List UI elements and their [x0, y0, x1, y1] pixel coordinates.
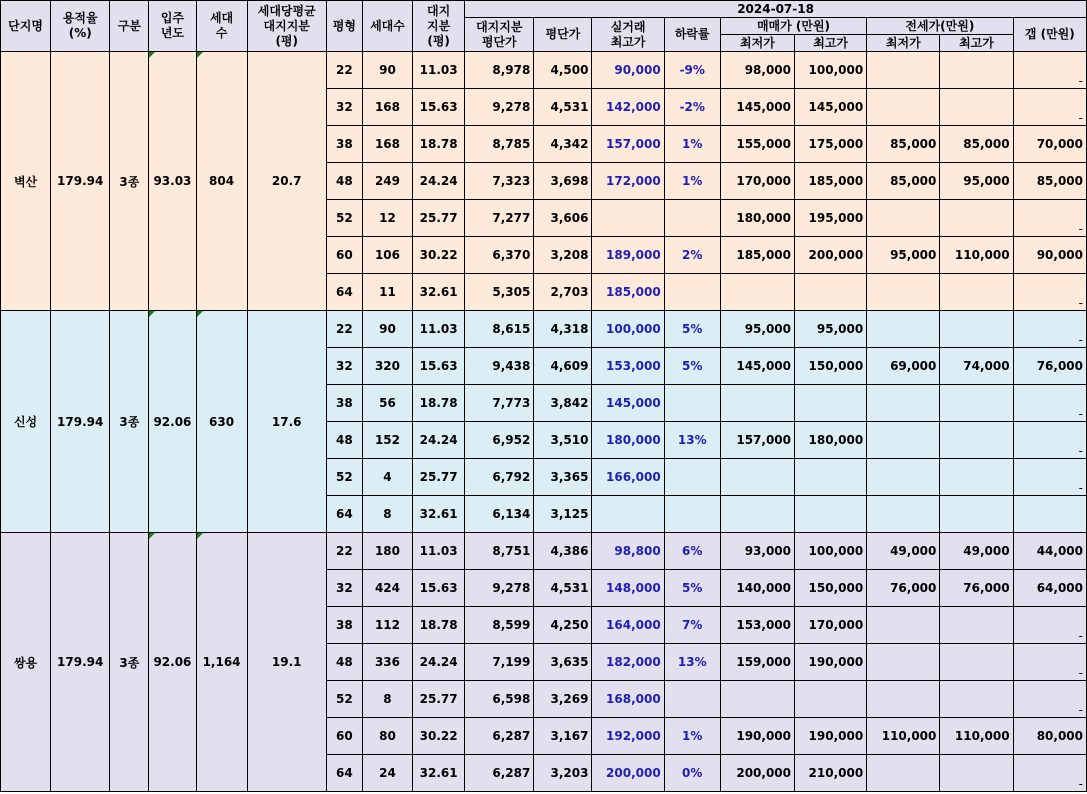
jeonse-min-cell	[867, 459, 940, 496]
land-price-cell: 5,305	[465, 274, 534, 311]
pyeong-price-cell: 4,318	[534, 311, 592, 348]
land-price-cell: 6,287	[465, 755, 534, 792]
drop-rate-cell: 13%	[664, 644, 720, 681]
jeonse-max-cell	[940, 496, 1013, 533]
drop-rate-cell: 1%	[664, 718, 720, 755]
land-share-cell: 18.78	[413, 385, 465, 422]
land-price-cell: 8,751	[465, 533, 534, 570]
unit-count-cell: 168	[362, 126, 412, 163]
jeonse-min-cell	[867, 385, 940, 422]
land-share-cell: 24.24	[413, 644, 465, 681]
max-trade-cell: 157,000	[592, 126, 664, 163]
jeonse-min-cell	[867, 496, 940, 533]
far-cell: 179.94	[51, 533, 110, 792]
land-share-cell: 30.22	[413, 237, 465, 274]
jeonse-max-cell	[940, 311, 1013, 348]
max-trade-cell	[592, 496, 664, 533]
land-share-cell: 15.63	[413, 89, 465, 126]
pyeong-price-cell: 3,208	[534, 237, 592, 274]
unit-count-cell: 80	[362, 718, 412, 755]
pyeong-price-cell: 4,386	[534, 533, 592, 570]
sale-min-cell: 200,000	[720, 755, 794, 792]
unit-count-cell: 12	[362, 200, 412, 237]
max-trade-cell	[592, 200, 664, 237]
jeonse-min-cell: 85,000	[867, 163, 940, 200]
drop-rate-cell: 1%	[664, 126, 720, 163]
jeonse-max-cell	[940, 459, 1013, 496]
jeonse-max-cell	[940, 200, 1013, 237]
jeonse-max-cell: 74,000	[940, 348, 1013, 385]
jeonse-min-cell	[867, 52, 940, 89]
size-cell: 60	[326, 718, 362, 755]
jeonse-max-cell	[940, 644, 1013, 681]
sale-min-cell: 180,000	[720, 200, 794, 237]
households-cell: 1,164	[196, 533, 247, 792]
col-max-trade: 실거래 최고가	[592, 18, 664, 52]
sale-min-cell	[720, 385, 794, 422]
gap-cell: -	[1013, 385, 1086, 422]
land-price-cell: 7,773	[465, 385, 534, 422]
year-cell: 93.03	[149, 52, 196, 311]
jeonse-min-cell: 76,000	[867, 570, 940, 607]
unit-count-cell: 8	[362, 496, 412, 533]
land-price-cell: 6,952	[465, 422, 534, 459]
size-cell: 22	[326, 311, 362, 348]
land-share-cell: 25.77	[413, 681, 465, 718]
size-cell: 52	[326, 200, 362, 237]
col-gap: 갭 (만원)	[1013, 18, 1086, 52]
jeonse-min-cell	[867, 274, 940, 311]
max-trade-cell: 192,000	[592, 718, 664, 755]
land-price-cell: 9,438	[465, 348, 534, 385]
sale-min-cell: 145,000	[720, 89, 794, 126]
gap-cell: 90,000	[1013, 237, 1086, 274]
land-share-cell: 11.03	[413, 533, 465, 570]
jeonse-max-cell	[940, 755, 1013, 792]
drop-rate-cell: 13%	[664, 422, 720, 459]
gap-cell: -	[1013, 755, 1086, 792]
sale-min-cell: 185,000	[720, 237, 794, 274]
pyeong-price-cell: 3,269	[534, 681, 592, 718]
sale-max-cell	[795, 459, 867, 496]
table-row	[1, 533, 1087, 570]
sale-max-cell: 185,000	[795, 163, 867, 200]
sale-min-cell: 93,000	[720, 533, 794, 570]
drop-rate-cell	[664, 459, 720, 496]
max-trade-cell: 145,000	[592, 385, 664, 422]
sale-min-cell: 95,000	[720, 311, 794, 348]
gap-cell: -	[1013, 644, 1086, 681]
jeonse-max-cell	[940, 385, 1013, 422]
pyeong-price-cell: 4,531	[534, 570, 592, 607]
complex-name-cell: 쌍용	[1, 533, 51, 792]
land-share-cell: 32.61	[413, 496, 465, 533]
pyeong-price-cell: 2,703	[534, 274, 592, 311]
land-share-cell: 18.78	[413, 126, 465, 163]
max-trade-cell: 164,000	[592, 607, 664, 644]
gap-cell: 70,000	[1013, 126, 1086, 163]
gap-cell: -	[1013, 89, 1086, 126]
pyeong-price-cell: 3,698	[534, 163, 592, 200]
land-price-cell: 6,287	[465, 718, 534, 755]
unit-count-cell: 24	[362, 755, 412, 792]
unit-count-cell: 168	[362, 89, 412, 126]
drop-rate-cell: 2%	[664, 237, 720, 274]
col-size: 평형	[326, 1, 362, 52]
jeonse-min-cell: 85,000	[867, 126, 940, 163]
max-trade-cell: 200,000	[592, 755, 664, 792]
unit-count-cell: 8	[362, 681, 412, 718]
pyeong-price-cell: 3,635	[534, 644, 592, 681]
land-share-cell: 24.24	[413, 163, 465, 200]
drop-rate-cell: 7%	[664, 607, 720, 644]
land-share-cell: 32.61	[413, 755, 465, 792]
pyeong-price-cell: 3,842	[534, 385, 592, 422]
drop-rate-cell	[664, 681, 720, 718]
max-trade-cell: 153,000	[592, 348, 664, 385]
jeonse-min-cell: 110,000	[867, 718, 940, 755]
gap-cell: 64,000	[1013, 570, 1086, 607]
jeonse-max-cell	[940, 89, 1013, 126]
drop-rate-cell: -9%	[664, 52, 720, 89]
unit-count-cell: 180	[362, 533, 412, 570]
col-sale-max: 최고가	[795, 35, 867, 52]
avg-land-cell: 19.1	[247, 533, 326, 792]
year-cell: 92.06	[149, 533, 196, 792]
size-cell: 38	[326, 385, 362, 422]
unit-count-cell: 249	[362, 163, 412, 200]
zone-cell: 3종	[110, 311, 149, 533]
jeonse-max-cell: 110,000	[940, 718, 1013, 755]
gap-cell: -	[1013, 52, 1086, 89]
jeonse-max-cell: 110,000	[940, 237, 1013, 274]
sale-min-cell: 159,000	[720, 644, 794, 681]
land-price-cell: 9,278	[465, 570, 534, 607]
size-cell: 22	[326, 533, 362, 570]
col-sale-group: 매매가 (만원)	[720, 18, 866, 35]
pyeong-price-cell: 3,125	[534, 496, 592, 533]
sale-min-cell: 190,000	[720, 718, 794, 755]
sale-min-cell: 157,000	[720, 422, 794, 459]
drop-rate-cell	[664, 200, 720, 237]
sale-min-cell: 140,000	[720, 570, 794, 607]
jeonse-min-cell	[867, 89, 940, 126]
size-cell: 52	[326, 459, 362, 496]
max-trade-cell: 180,000	[592, 422, 664, 459]
drop-rate-cell: 0%	[664, 755, 720, 792]
land-price-cell: 6,792	[465, 459, 534, 496]
unit-count-cell: 90	[362, 311, 412, 348]
sale-min-cell: 98,000	[720, 52, 794, 89]
drop-rate-cell	[664, 274, 720, 311]
max-trade-cell: 100,000	[592, 311, 664, 348]
size-cell: 60	[326, 237, 362, 274]
sale-min-cell	[720, 681, 794, 718]
gap-cell: -	[1013, 607, 1086, 644]
drop-rate-cell	[664, 385, 720, 422]
land-price-cell: 6,134	[465, 496, 534, 533]
sale-max-cell: 170,000	[795, 607, 867, 644]
col-jeonse-max: 최고가	[940, 35, 1013, 52]
land-share-cell: 11.03	[413, 52, 465, 89]
drop-rate-cell: 5%	[664, 570, 720, 607]
complex-name-cell: 벽산	[1, 52, 51, 311]
sale-max-cell: 100,000	[795, 52, 867, 89]
size-cell: 64	[326, 274, 362, 311]
drop-rate-cell: 1%	[664, 163, 720, 200]
size-cell: 52	[326, 681, 362, 718]
pyeong-price-cell: 3,365	[534, 459, 592, 496]
size-cell: 48	[326, 422, 362, 459]
jeonse-min-cell: 49,000	[867, 533, 940, 570]
sale-max-cell: 175,000	[795, 126, 867, 163]
col-year: 입주 년도	[149, 1, 196, 52]
sale-max-cell: 210,000	[795, 755, 867, 792]
max-trade-cell: 185,000	[592, 274, 664, 311]
sale-max-cell: 100,000	[795, 533, 867, 570]
sale-max-cell	[795, 496, 867, 533]
col-jeonse-group: 전세가(만원)	[867, 18, 1013, 35]
gap-cell: 76,000	[1013, 348, 1086, 385]
sale-min-cell: 155,000	[720, 126, 794, 163]
col-zone: 구분	[110, 1, 149, 52]
col-unit-count: 세대수	[362, 1, 412, 52]
land-share-cell: 32.61	[413, 274, 465, 311]
table-header	[1, 1, 1087, 52]
max-trade-cell: 148,000	[592, 570, 664, 607]
land-price-cell: 7,277	[465, 200, 534, 237]
sale-max-cell	[795, 681, 867, 718]
sale-max-cell: 180,000	[795, 422, 867, 459]
sale-min-cell	[720, 496, 794, 533]
jeonse-min-cell	[867, 681, 940, 718]
unit-count-cell: 152	[362, 422, 412, 459]
gap-cell: -	[1013, 422, 1086, 459]
pyeong-price-cell: 3,606	[534, 200, 592, 237]
col-jeonse-min: 최저가	[867, 35, 940, 52]
pyeong-price-cell: 3,510	[534, 422, 592, 459]
size-cell: 64	[326, 755, 362, 792]
jeonse-max-cell: 76,000	[940, 570, 1013, 607]
col-far: 용적율 (%)	[51, 1, 110, 52]
size-cell: 48	[326, 163, 362, 200]
pyeong-price-cell: 4,531	[534, 89, 592, 126]
jeonse-max-cell	[940, 607, 1013, 644]
sale-min-cell	[720, 459, 794, 496]
drop-rate-cell: 5%	[664, 348, 720, 385]
size-cell: 48	[326, 644, 362, 681]
land-price-cell: 8,785	[465, 126, 534, 163]
max-trade-cell: 182,000	[592, 644, 664, 681]
land-price-cell: 7,199	[465, 644, 534, 681]
header-date: 2024-07-18	[465, 1, 1087, 18]
col-avg-land: 세대당평균 대지지분 (평)	[247, 1, 326, 52]
col-pyeong-price: 평단가	[534, 18, 592, 52]
gap-cell: -	[1013, 200, 1086, 237]
drop-rate-cell	[664, 496, 720, 533]
unit-count-cell: 320	[362, 348, 412, 385]
gap-cell: 80,000	[1013, 718, 1086, 755]
land-price-cell: 8,978	[465, 52, 534, 89]
land-share-cell: 11.03	[413, 311, 465, 348]
size-cell: 22	[326, 52, 362, 89]
jeonse-min-cell	[867, 422, 940, 459]
col-land-share: 대지 지분 (평)	[413, 1, 465, 52]
pyeong-price-cell: 3,167	[534, 718, 592, 755]
unit-count-cell: 424	[362, 570, 412, 607]
gap-cell: 44,000	[1013, 533, 1086, 570]
size-cell: 32	[326, 570, 362, 607]
land-share-cell: 25.77	[413, 459, 465, 496]
unit-count-cell: 4	[362, 459, 412, 496]
col-land-price: 대지지분 평단가	[465, 18, 534, 52]
land-price-cell: 8,615	[465, 311, 534, 348]
year-cell: 92.06	[149, 311, 196, 533]
col-drop-rate: 하락률	[664, 18, 720, 52]
max-trade-cell: 166,000	[592, 459, 664, 496]
table-body	[1, 52, 1087, 792]
jeonse-min-cell	[867, 311, 940, 348]
land-price-cell: 6,598	[465, 681, 534, 718]
land-share-cell: 25.77	[413, 200, 465, 237]
pyeong-price-cell: 4,500	[534, 52, 592, 89]
jeonse-min-cell	[867, 607, 940, 644]
jeonse-min-cell	[867, 644, 940, 681]
jeonse-min-cell: 95,000	[867, 237, 940, 274]
zone-cell: 3종	[110, 533, 149, 792]
size-cell: 38	[326, 607, 362, 644]
avg-land-cell: 20.7	[247, 52, 326, 311]
gap-cell: -	[1013, 681, 1086, 718]
sale-max-cell: 150,000	[795, 570, 867, 607]
unit-count-cell: 90	[362, 52, 412, 89]
land-price-cell: 8,599	[465, 607, 534, 644]
size-cell: 32	[326, 89, 362, 126]
sale-min-cell	[720, 274, 794, 311]
gap-cell: -	[1013, 274, 1086, 311]
sale-max-cell: 95,000	[795, 311, 867, 348]
drop-rate-cell: -2%	[664, 89, 720, 126]
jeonse-min-cell: 69,000	[867, 348, 940, 385]
unit-count-cell: 11	[362, 274, 412, 311]
jeonse-max-cell	[940, 681, 1013, 718]
drop-rate-cell: 6%	[664, 533, 720, 570]
pyeong-price-cell: 4,342	[534, 126, 592, 163]
size-cell: 64	[326, 496, 362, 533]
gap-cell: -	[1013, 311, 1086, 348]
max-trade-cell: 142,000	[592, 89, 664, 126]
jeonse-max-cell	[940, 274, 1013, 311]
unit-count-cell: 336	[362, 644, 412, 681]
sale-min-cell: 153,000	[720, 607, 794, 644]
gap-cell: 85,000	[1013, 163, 1086, 200]
max-trade-cell: 98,800	[592, 533, 664, 570]
col-households: 세대 수	[196, 1, 247, 52]
sale-max-cell: 200,000	[795, 237, 867, 274]
land-share-cell: 15.63	[413, 570, 465, 607]
unit-count-cell: 112	[362, 607, 412, 644]
complex-name-cell: 신성	[1, 311, 51, 533]
unit-count-cell: 56	[362, 385, 412, 422]
drop-rate-cell: 5%	[664, 311, 720, 348]
far-cell: 179.94	[51, 52, 110, 311]
sale-max-cell	[795, 385, 867, 422]
households-cell: 804	[196, 52, 247, 311]
land-price-cell: 6,370	[465, 237, 534, 274]
pyeong-price-cell: 4,609	[534, 348, 592, 385]
sale-max-cell: 195,000	[795, 200, 867, 237]
land-share-cell: 18.78	[413, 607, 465, 644]
far-cell: 179.94	[51, 311, 110, 533]
col-sale-min: 최저가	[720, 35, 794, 52]
pyeong-price-cell: 4,250	[534, 607, 592, 644]
zone-cell: 3종	[110, 52, 149, 311]
gap-cell: -	[1013, 459, 1086, 496]
jeonse-min-cell	[867, 755, 940, 792]
jeonse-min-cell	[867, 200, 940, 237]
jeonse-max-cell: 95,000	[940, 163, 1013, 200]
size-cell: 38	[326, 126, 362, 163]
sale-min-cell: 145,000	[720, 348, 794, 385]
jeonse-max-cell	[940, 52, 1013, 89]
pyeong-price-cell: 3,203	[534, 755, 592, 792]
table-row	[1, 311, 1087, 348]
avg-land-cell: 17.6	[247, 311, 326, 533]
land-share-cell: 30.22	[413, 718, 465, 755]
max-trade-cell: 189,000	[592, 237, 664, 274]
col-complex-name: 단지명	[1, 1, 51, 52]
table-row	[1, 52, 1087, 89]
size-cell: 32	[326, 348, 362, 385]
land-price-cell: 7,323	[465, 163, 534, 200]
max-trade-cell: 168,000	[592, 681, 664, 718]
jeonse-max-cell: 49,000	[940, 533, 1013, 570]
gap-cell	[1013, 496, 1086, 533]
sale-max-cell: 190,000	[795, 644, 867, 681]
max-trade-cell: 172,000	[592, 163, 664, 200]
max-trade-cell: 90,000	[592, 52, 664, 89]
jeonse-max-cell	[940, 422, 1013, 459]
sale-max-cell	[795, 274, 867, 311]
land-share-cell: 15.63	[413, 348, 465, 385]
jeonse-max-cell: 85,000	[940, 126, 1013, 163]
sale-max-cell: 145,000	[795, 89, 867, 126]
sale-max-cell: 190,000	[795, 718, 867, 755]
sale-min-cell: 170,000	[720, 163, 794, 200]
sale-max-cell: 150,000	[795, 348, 867, 385]
land-price-cell: 9,278	[465, 89, 534, 126]
households-cell: 630	[196, 311, 247, 533]
land-share-cell: 24.24	[413, 422, 465, 459]
unit-count-cell: 106	[362, 237, 412, 274]
